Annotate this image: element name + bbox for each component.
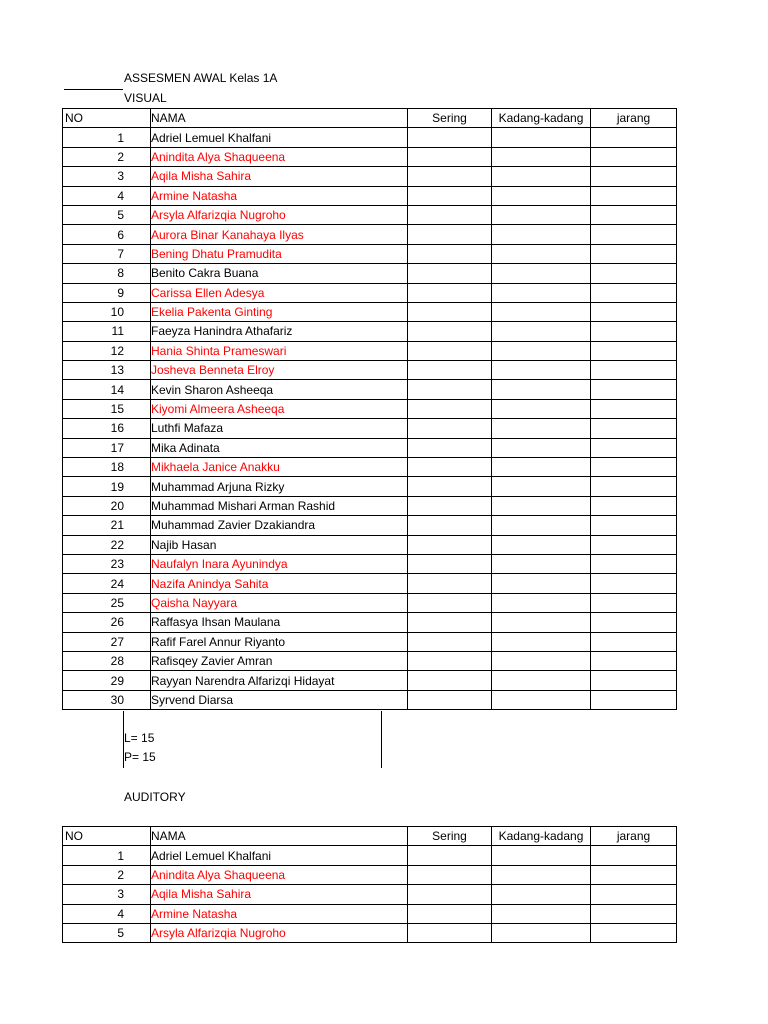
table-row <box>63 147 677 166</box>
student-no: 5 <box>63 923 151 942</box>
section-label-visual: VISUAL <box>124 91 167 105</box>
sering-cell[interactable] <box>408 147 492 166</box>
student-name: Mikhaela Janice Anakku <box>151 458 408 477</box>
student-no: 17 <box>63 438 151 457</box>
jarang-cell[interactable] <box>591 244 677 263</box>
student-no: 24 <box>63 574 151 593</box>
student-name: Aurora Binar Kanahaya Ilyas <box>151 225 408 244</box>
sering-cell[interactable] <box>408 341 492 360</box>
student-name: Luthfi Mafaza <box>151 419 408 438</box>
kadang-cell[interactable] <box>492 613 591 632</box>
kadang-cell[interactable] <box>492 380 591 399</box>
student-no: 1 <box>63 128 151 147</box>
student-no: 4 <box>63 904 151 923</box>
sering-cell[interactable] <box>408 496 492 515</box>
jarang-cell[interactable] <box>591 128 677 147</box>
student-name: Hania Shinta Prameswari <box>151 341 408 360</box>
kadang-cell[interactable] <box>492 651 591 670</box>
jarang-cell[interactable] <box>591 651 677 670</box>
jarang-cell[interactable] <box>591 593 677 612</box>
table-row <box>63 283 677 302</box>
student-no: 11 <box>63 322 151 341</box>
summary-p: P= 15 <box>124 750 156 764</box>
kadang-cell[interactable] <box>492 283 591 302</box>
table-header-row <box>63 109 677 128</box>
table-row <box>63 264 677 283</box>
kadang-cell[interactable] <box>492 516 591 535</box>
student-no: 3 <box>63 885 151 904</box>
jarang-cell[interactable] <box>591 283 677 302</box>
jarang-cell[interactable] <box>591 477 677 496</box>
jarang-cell[interactable] <box>591 632 677 651</box>
section-label-auditory: AUDITORY <box>124 790 186 804</box>
sering-cell[interactable] <box>408 399 492 418</box>
kadang-cell[interactable] <box>492 923 591 942</box>
student-no: 28 <box>63 651 151 670</box>
jarang-cell[interactable] <box>591 380 677 399</box>
table-row <box>63 458 677 477</box>
sering-cell[interactable] <box>408 419 492 438</box>
student-no: 12 <box>63 341 151 360</box>
student-name: Armine Natasha <box>151 186 408 205</box>
kadang-cell[interactable] <box>492 361 591 380</box>
header-kadang: Kadang-kadang <box>492 827 591 846</box>
sering-cell[interactable] <box>408 322 492 341</box>
kadang-cell[interactable] <box>492 128 591 147</box>
student-name: Mika Adinata <box>151 438 408 457</box>
student-name: Muhammad Mishari Arman Rashid <box>151 496 408 515</box>
student-name: Ekelia Pakenta Ginting <box>151 302 408 321</box>
student-no: 3 <box>63 167 151 186</box>
jarang-cell[interactable] <box>591 167 677 186</box>
header-jarang: jarang <box>591 109 677 128</box>
student-name: Anindita Alya Shaqueena <box>151 865 408 884</box>
sering-cell[interactable] <box>408 438 492 457</box>
table-row <box>63 186 677 205</box>
sering-cell[interactable] <box>408 535 492 554</box>
sering-cell[interactable] <box>408 167 492 186</box>
jarang-cell[interactable] <box>591 613 677 632</box>
table-row <box>63 651 677 670</box>
student-name: Carissa Ellen Adesya <box>151 283 408 302</box>
auditory-table <box>62 826 677 943</box>
student-no: 25 <box>63 593 151 612</box>
student-no: 27 <box>63 632 151 651</box>
jarang-cell[interactable] <box>591 535 677 554</box>
jarang-cell[interactable] <box>591 865 677 884</box>
kadang-cell[interactable] <box>492 167 591 186</box>
table-row <box>63 477 677 496</box>
kadang-cell[interactable] <box>492 399 591 418</box>
page-title: ASSESMEN AWAL Kelas 1A <box>124 71 278 85</box>
jarang-cell[interactable] <box>591 671 677 690</box>
kadang-cell[interactable] <box>492 322 591 341</box>
kadang-cell[interactable] <box>492 264 591 283</box>
student-name: Josheva Benneta Elroy <box>151 361 408 380</box>
table-row <box>63 419 677 438</box>
student-name: Nazifa Anindya Sahita <box>151 574 408 593</box>
header-nama: NAMA <box>151 827 408 846</box>
student-name: Armine Natasha <box>151 904 408 923</box>
table-row <box>63 846 677 865</box>
table-row <box>63 574 677 593</box>
student-no: 19 <box>63 477 151 496</box>
student-no: 2 <box>63 865 151 884</box>
jarang-cell[interactable] <box>591 147 677 166</box>
student-name: Bening Dhatu Pramudita <box>151 244 408 263</box>
kadang-cell[interactable] <box>492 535 591 554</box>
student-name: Adriel Lemuel Khalfani <box>151 128 408 147</box>
student-no: 10 <box>63 302 151 321</box>
kadang-cell[interactable] <box>492 438 591 457</box>
kadang-cell[interactable] <box>492 458 591 477</box>
student-no: 13 <box>63 361 151 380</box>
header-no: NO <box>63 109 151 128</box>
student-name: Muhammad Zavier Dzakiandra <box>151 516 408 535</box>
jarang-cell[interactable] <box>591 690 677 709</box>
table-row <box>63 128 677 147</box>
student-no: 2 <box>63 147 151 166</box>
jarang-cell[interactable] <box>591 205 677 224</box>
kadang-cell[interactable] <box>492 147 591 166</box>
kadang-cell[interactable] <box>492 593 591 612</box>
student-name: Rayyan Narendra Alfarizqi Hidayat <box>151 671 408 690</box>
sering-cell[interactable] <box>408 186 492 205</box>
student-name: Rafif Farel Annur Riyanto <box>151 632 408 651</box>
student-name: Faeyza Hanindra Athafariz <box>151 322 408 341</box>
jarang-cell[interactable] <box>591 341 677 360</box>
sering-cell[interactable] <box>408 380 492 399</box>
student-name: Aqila Misha Sahira <box>151 885 408 904</box>
student-name: Arsyla Alfarizqia Nugroho <box>151 923 408 942</box>
table-row <box>63 399 677 418</box>
header-kadang: Kadang-kadang <box>492 109 591 128</box>
kadang-cell[interactable] <box>492 554 591 573</box>
jarang-cell[interactable] <box>591 496 677 515</box>
table-row <box>63 438 677 457</box>
sering-cell[interactable] <box>408 846 492 865</box>
student-no: 30 <box>63 690 151 709</box>
student-no: 4 <box>63 186 151 205</box>
sering-cell[interactable] <box>408 651 492 670</box>
student-no: 1 <box>63 846 151 865</box>
table-row <box>63 613 677 632</box>
sering-cell[interactable] <box>408 128 492 147</box>
header-sering: Sering <box>408 827 492 846</box>
jarang-cell[interactable] <box>591 399 677 418</box>
table-row <box>63 302 677 321</box>
kadang-cell[interactable] <box>492 904 591 923</box>
student-no: 6 <box>63 225 151 244</box>
student-no: 29 <box>63 671 151 690</box>
kadang-cell[interactable] <box>492 885 591 904</box>
sering-cell[interactable] <box>408 554 492 573</box>
header-underline <box>64 89 123 90</box>
sering-cell[interactable] <box>408 613 492 632</box>
student-name: Kiyomi Almeera Asheeqa <box>151 399 408 418</box>
student-name: Rafisqey Zavier Amran <box>151 651 408 670</box>
kadang-cell[interactable] <box>492 225 591 244</box>
sering-cell[interactable] <box>408 361 492 380</box>
student-name: Syrvend Diarsa <box>151 690 408 709</box>
sering-cell[interactable] <box>408 516 492 535</box>
jarang-cell[interactable] <box>591 438 677 457</box>
sering-cell[interactable] <box>408 244 492 263</box>
student-name: Muhammad Arjuna Rizky <box>151 477 408 496</box>
header-sering: Sering <box>408 109 492 128</box>
kadang-cell[interactable] <box>492 632 591 651</box>
student-no: 26 <box>63 613 151 632</box>
table-row <box>63 865 677 884</box>
table-row <box>63 671 677 690</box>
student-name: Kevin Sharon Asheeqa <box>151 380 408 399</box>
kadang-cell[interactable] <box>492 419 591 438</box>
sering-cell[interactable] <box>408 865 492 884</box>
table-row <box>63 244 677 263</box>
jarang-cell[interactable] <box>591 419 677 438</box>
student-name: Benito Cakra Buana <box>151 264 408 283</box>
jarang-cell[interactable] <box>591 264 677 283</box>
sering-cell[interactable] <box>408 302 492 321</box>
sering-cell[interactable] <box>408 671 492 690</box>
table-row <box>63 225 677 244</box>
kadang-cell[interactable] <box>492 244 591 263</box>
sering-cell[interactable] <box>408 593 492 612</box>
kadang-cell[interactable] <box>492 186 591 205</box>
student-no: 7 <box>63 244 151 263</box>
table-row <box>63 322 677 341</box>
jarang-cell[interactable] <box>591 516 677 535</box>
visual-table <box>62 108 677 710</box>
jarang-cell[interactable] <box>591 458 677 477</box>
summary-l: L= 15 <box>124 731 155 745</box>
student-no: 21 <box>63 516 151 535</box>
kadang-cell[interactable] <box>492 846 591 865</box>
sering-cell[interactable] <box>408 225 492 244</box>
table-row <box>63 632 677 651</box>
student-no: 22 <box>63 535 151 554</box>
student-no: 9 <box>63 283 151 302</box>
kadang-cell[interactable] <box>492 865 591 884</box>
kadang-cell[interactable] <box>492 496 591 515</box>
kadang-cell[interactable] <box>492 477 591 496</box>
student-name: Arsyla Alfarizqia Nugroho <box>151 205 408 224</box>
student-name: Aqila Misha Sahira <box>151 167 408 186</box>
jarang-cell[interactable] <box>591 846 677 865</box>
student-no: 20 <box>63 496 151 515</box>
table-row <box>63 535 677 554</box>
student-no: 14 <box>63 380 151 399</box>
table-row <box>63 341 677 360</box>
table-row <box>63 923 677 942</box>
student-name: Raffasya Ihsan Maulana <box>151 613 408 632</box>
sering-cell[interactable] <box>408 904 492 923</box>
table-row <box>63 496 677 515</box>
sering-cell[interactable] <box>408 923 492 942</box>
table-row <box>63 885 677 904</box>
header-nama: NAMA <box>151 109 408 128</box>
sering-cell[interactable] <box>408 283 492 302</box>
student-name: Naufalyn Inara Ayunindya <box>151 554 408 573</box>
sering-cell[interactable] <box>408 632 492 651</box>
jarang-cell[interactable] <box>591 574 677 593</box>
sering-cell[interactable] <box>408 264 492 283</box>
table-row <box>63 690 677 709</box>
student-name: Qaisha Nayyara <box>151 593 408 612</box>
sering-cell[interactable] <box>408 477 492 496</box>
table-row <box>63 593 677 612</box>
jarang-cell[interactable] <box>591 322 677 341</box>
table-row <box>63 205 677 224</box>
jarang-cell[interactable] <box>591 186 677 205</box>
sering-cell[interactable] <box>408 574 492 593</box>
student-name: Adriel Lemuel Khalfani <box>151 846 408 865</box>
column-line-right <box>381 711 382 768</box>
jarang-cell[interactable] <box>591 904 677 923</box>
student-no: 8 <box>63 264 151 283</box>
student-name: Najib Hasan <box>151 535 408 554</box>
table-row <box>63 516 677 535</box>
header-no: NO <box>63 827 151 846</box>
table-header-row <box>63 827 677 846</box>
table-row <box>63 361 677 380</box>
kadang-cell[interactable] <box>492 341 591 360</box>
jarang-cell[interactable] <box>591 225 677 244</box>
student-no: 16 <box>63 419 151 438</box>
kadang-cell[interactable] <box>492 690 591 709</box>
table-row <box>63 554 677 573</box>
student-name: Anindita Alya Shaqueena <box>151 147 408 166</box>
sering-cell[interactable] <box>408 205 492 224</box>
table-row <box>63 904 677 923</box>
kadang-cell[interactable] <box>492 574 591 593</box>
student-no: 15 <box>63 399 151 418</box>
kadang-cell[interactable] <box>492 205 591 224</box>
table-row <box>63 167 677 186</box>
jarang-cell[interactable] <box>591 554 677 573</box>
kadang-cell[interactable] <box>492 671 591 690</box>
student-no: 23 <box>63 554 151 573</box>
jarang-cell[interactable] <box>591 302 677 321</box>
student-no: 5 <box>63 205 151 224</box>
jarang-cell[interactable] <box>591 923 677 942</box>
sering-cell[interactable] <box>408 690 492 709</box>
sering-cell[interactable] <box>408 885 492 904</box>
kadang-cell[interactable] <box>492 302 591 321</box>
jarang-cell[interactable] <box>591 885 677 904</box>
header-jarang: jarang <box>591 827 677 846</box>
sering-cell[interactable] <box>408 458 492 477</box>
jarang-cell[interactable] <box>591 361 677 380</box>
table-row <box>63 380 677 399</box>
student-no: 18 <box>63 458 151 477</box>
